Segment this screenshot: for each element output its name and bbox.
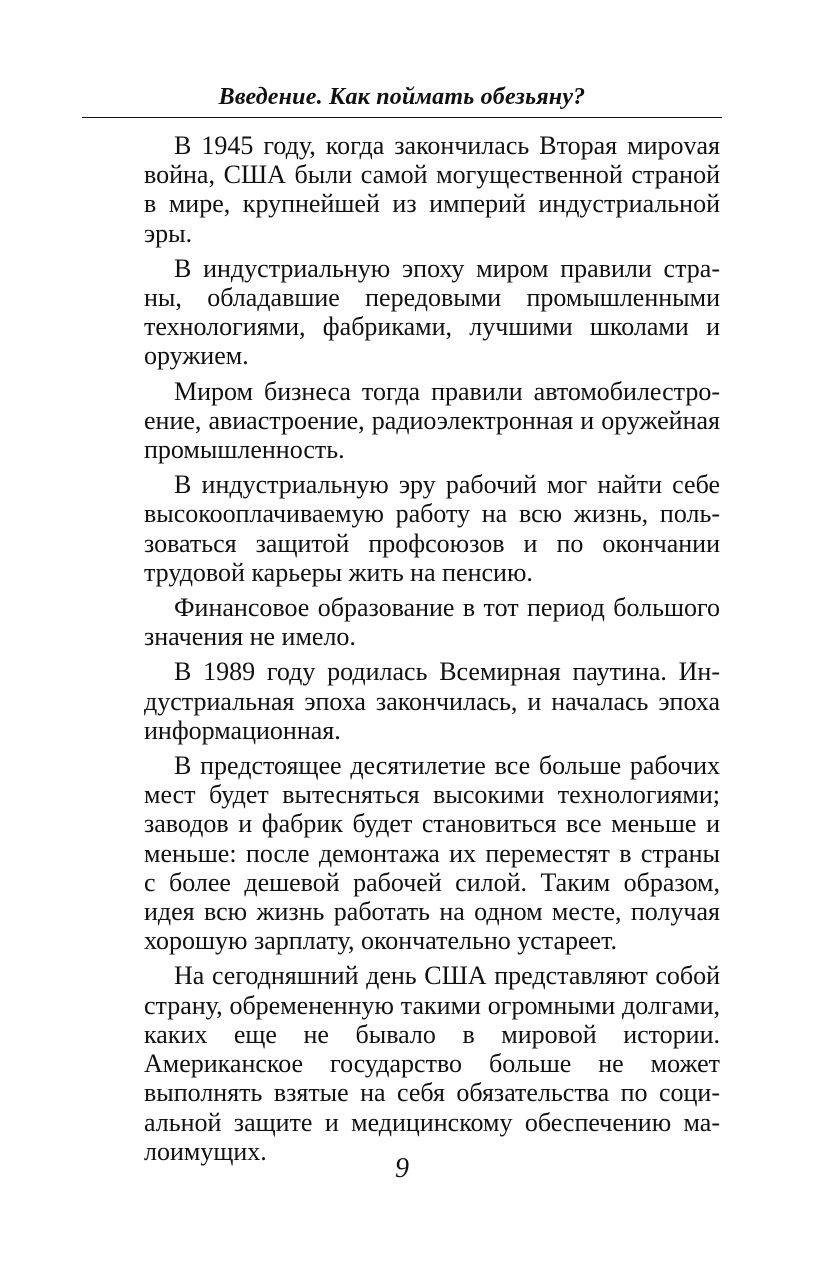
- page-number: 9: [395, 1153, 409, 1184]
- paragraph: В 1989 году родилась Всемирная паутина. Индустриальная эпоха закончилась, и началась эпоха информационная.: [144, 657, 720, 745]
- header-rule: [82, 117, 722, 118]
- running-header-title: Введение. Как поймать обезьяну?: [218, 84, 586, 110]
- paragraph: На сегодняшний день США представляют собой страну, обремененную такими огромными долгами, каких еще не бывало в мировой истории. Американское государство больше не может выполнять взятые на себя обязательства по социальной защите и медицинскому обеспечению малоимущих.: [144, 961, 720, 1166]
- paragraph: Финансовое образование в тот период большого значения не имело.: [144, 593, 720, 652]
- paragraph: В индустриальную эпоху миром правили страны, обладавшие передовыми промышленными технологиями, фабриками, лучшими школами и оружием.: [144, 253, 720, 371]
- body-text: [144, 131, 720, 1172]
- paragraph: Миром бизнеса тогда правили автомобилестроение, авиастроение, радиоэлектронная и оружейная промышленность.: [144, 376, 720, 465]
- paragraph: В индустриальную эру рабочий мог найти себе высокооплачиваемую работу на всю жизнь, пользоваться защитой профсоюзов и по окончании трудовой карьеры жить на пенсию.: [144, 470, 720, 587]
- paragraph: В предстоящее десятилетие все больше рабочих мест будет вытесняться высокими технологиями; заводов и фабрик будет становиться все меньше и меньше: после демонтажа их переместят в страны с более дешевой рабочей силой. Таким образом, идея всю жизнь работать на одном месте, получая хорошую зарплату, окончательно устареет.: [144, 751, 720, 956]
- paragraph: В 1945 году, когда закончилась Вторая мироvая война, США были самой могущественной страной в мире, крупнейшей из империй индустриальной эры.: [144, 131, 720, 248]
